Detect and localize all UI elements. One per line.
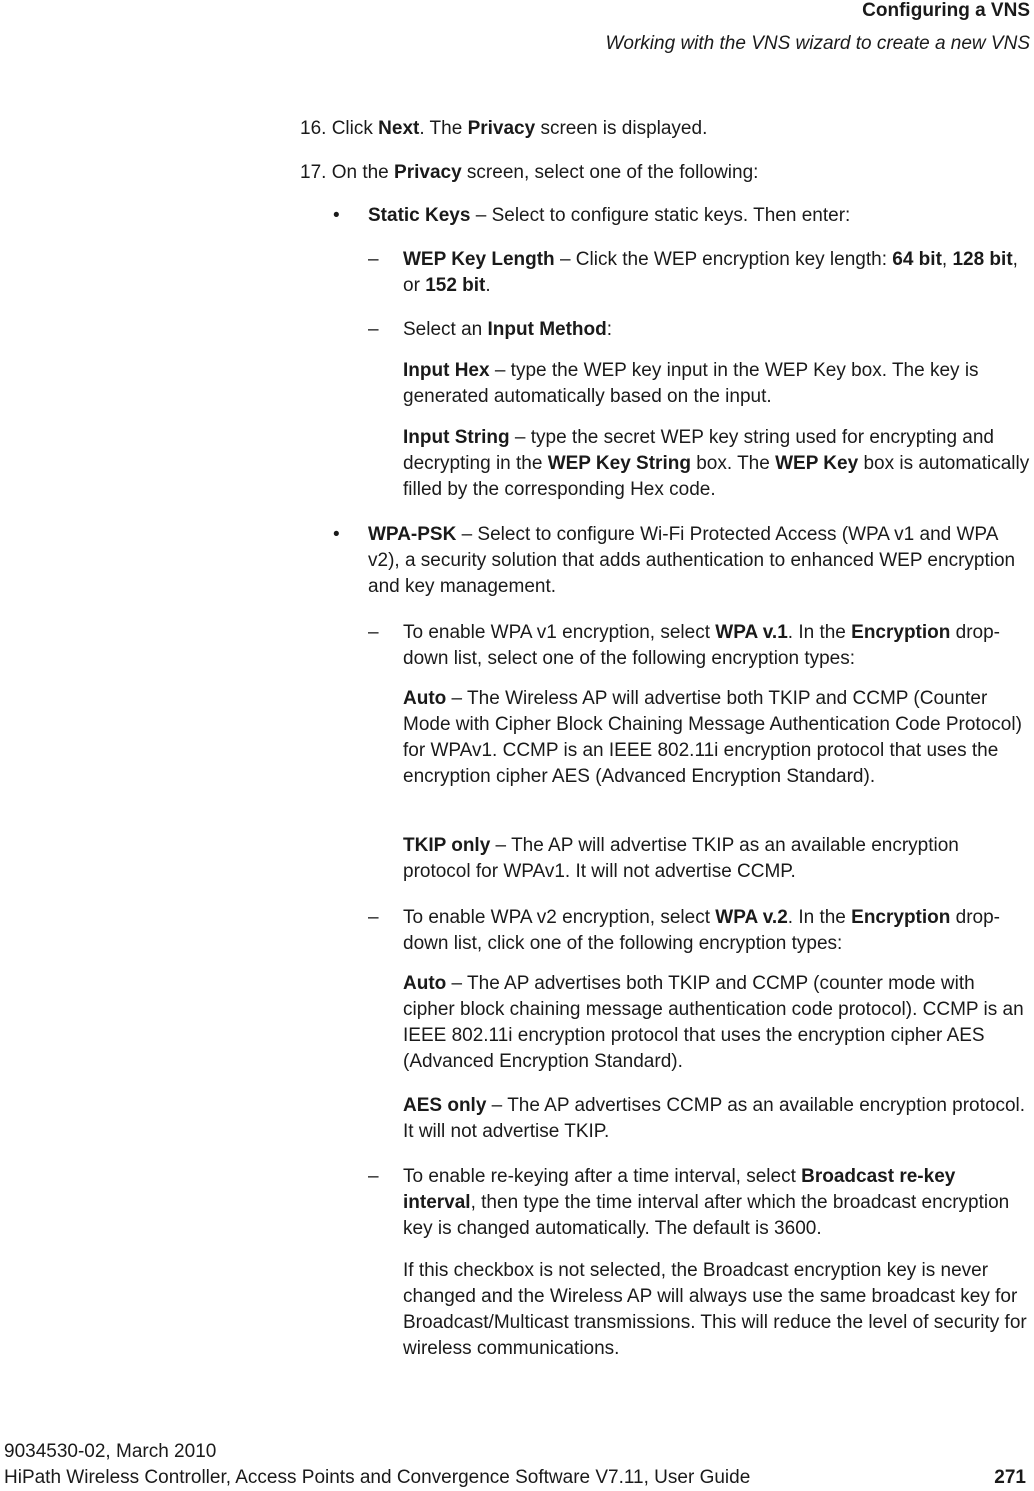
footer-page-number: 271 <box>994 1467 1026 1488</box>
rekey-note-paragraph: If this checkbox is not selected, the Broadcast encryption key is never changed and the Wireless AP will always use the same broadcast key for Broadcast/Multicast transmissions. This will reduce the level of security for wireless communications. <box>403 1260 1027 1359</box>
v1-auto-paragraph: Auto – The Wireless AP will advertise both TKIP and CCMP (Counter Mode with Cipher Block Chaining Message Authentication Code Protocol) for WPAv1. CCMP is an IEEE 802.11i encryption protocol that uses the encryption cipher AES (Advanced Encryption Standard). <box>403 688 1022 787</box>
header-chapter-title: Configuring a VNS <box>862 0 1030 21</box>
input-string-paragraph: Input String – type the secret WEP key string used for encrypting and decrypting in the WEP Key String box. The WEP Key box is automatically filled by the corresponding Hex code. <box>403 427 1030 500</box>
bullet-marker: • <box>333 205 340 226</box>
bullet-marker: • <box>333 524 340 545</box>
wpa-v1-item: To enable WPA v1 encryption, select WPA v.1. In the Encryption drop-down list, select one of the following encryption types: <box>403 622 1001 669</box>
dash-marker: – <box>368 1166 379 1187</box>
step-16: 16. Click Next. The Privacy screen is displayed. <box>300 118 708 139</box>
step-17: 17. On the Privacy screen, select one of the following: <box>300 162 759 183</box>
wep-key-length-item: WEP Key Length – Click the WEP encryption key length: 64 bit, 128 bit, or 152 bit. <box>403 249 1018 296</box>
input-method-item: Select an Input Method: <box>403 319 613 340</box>
footer-doc-id: 9034530-02, March 2010 <box>4 1441 217 1462</box>
rekey-item: To enable re-keying after a time interval, select Broadcast re-key interval, then type the time interval after which the broadcast encryption key is changed automatically. The default is 3600. <box>403 1166 1010 1239</box>
wpa-psk-item: WPA-PSK – Select to configure Wi-Fi Protected Access (WPA v1 and WPA v2), a security solution that adds authentication to enhanced WEP encryption and key management. <box>368 524 1016 597</box>
dash-marker: – <box>368 622 379 643</box>
dash-marker: – <box>368 249 379 270</box>
v2-auto-paragraph: Auto – The AP advertises both TKIP and CCMP (counter mode with cipher block chaining message authentication code protocol). CCMP is an IEEE 802.11i encryption protocol that uses the encryption cipher AES (Advanced Encryption Standard). <box>403 973 1024 1072</box>
header-section-title: Working with the VNS wizard to create a new VNS <box>605 33 1030 54</box>
input-hex-paragraph: Input Hex – type the WEP key input in the WEP Key box. The key is generated automatically based on the input. <box>403 360 979 407</box>
static-keys-item: Static Keys – Select to configure static keys. Then enter: <box>368 205 851 226</box>
wpa-v2-item: To enable WPA v2 encryption, select WPA v.2. In the Encryption drop-down list, click one of the following encryption types: <box>403 907 1001 954</box>
v1-tkip-paragraph: TKIP only – The AP will advertise TKIP as an available encryption protocol for WPAv1. It will not advertise CCMP. <box>403 835 959 882</box>
footer-doc-title: HiPath Wireless Controller, Access Points and Convergence Software V7.11, User Guide <box>4 1467 751 1488</box>
v2-aes-paragraph: AES only – The AP advertises CCMP as an available encryption protocol. It will not advertise TKIP. <box>403 1095 1026 1142</box>
dash-marker: – <box>368 907 379 928</box>
dash-marker: – <box>368 319 379 340</box>
